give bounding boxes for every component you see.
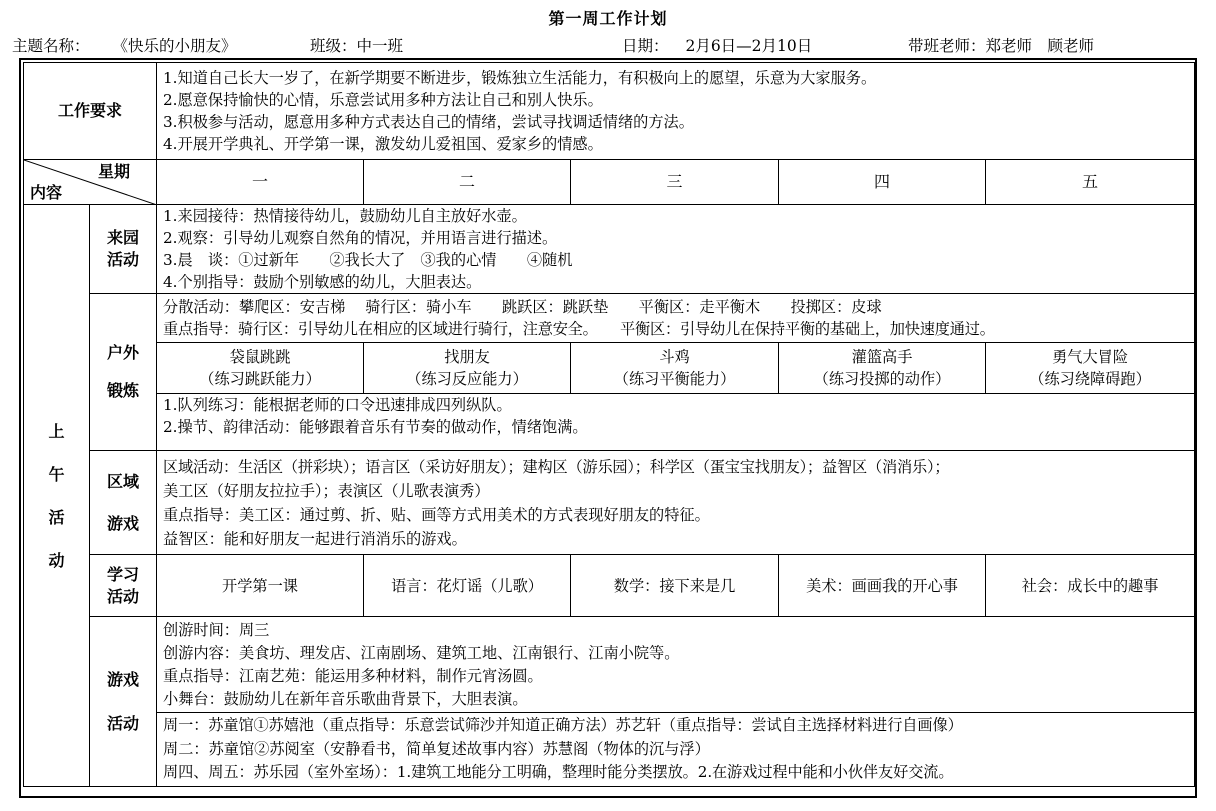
class-label: 班级： <box>310 37 357 55</box>
learning-label-line: 学习 <box>107 564 140 584</box>
learning-row <box>24 555 1195 617</box>
play-line: 小舞台：鼓励幼儿在新年音乐歌曲背景下，大胆表演。 <box>163 689 528 708</box>
area-line: 重点指导：美工区：通过剪、折、贴、画等方式用美术的方式表现好朋友的特征。 <box>163 505 710 524</box>
area-line: 区域活动：生活区（拼彩块）；语言区（采访好朋友）；建构区（游乐园）；科学区（蛋宝宝找朋友）；益智区（消消乐）； <box>163 457 950 476</box>
play-weekly-content <box>157 713 1195 787</box>
class-value: 中一班 <box>356 37 404 55</box>
weekday-axis-label: 星期 <box>98 162 131 181</box>
game-goal: （练习投掷的动作） <box>813 370 951 388</box>
morning-char: 动 <box>48 550 65 570</box>
arrival-label-line: 活动 <box>107 250 140 269</box>
play-line: 周一：苏童馆①苏嬉池（重点指导：乐意尝试筛沙并知道正确方法）苏艺轩（重点指导：尝试自主选择材料进行自画像） <box>163 716 963 735</box>
requirement-item: 4.开展开学典礼、开学第一课，激发幼儿爱祖国、爱家乡的情感。 <box>163 135 603 153</box>
day-monday: 一 <box>157 160 364 205</box>
play-creative-content <box>157 617 1195 713</box>
day-friday: 五 <box>986 160 1195 205</box>
day-tuesday: 二 <box>364 160 571 205</box>
outdoor-bottom-row <box>24 394 1195 451</box>
area-games-content <box>157 451 1195 555</box>
play-bottom-row <box>24 713 1195 787</box>
area-games-label <box>90 451 157 555</box>
content-axis-label: 内容 <box>30 183 63 202</box>
outdoor-drill-content <box>157 394 1195 451</box>
outdoor-label-line: 锻炼 <box>107 381 140 400</box>
teacher-value: 郑老师 顾老师 <box>985 37 1095 55</box>
game-name: 斗鸡 <box>659 348 690 366</box>
requirements-content <box>157 63 1195 160</box>
game-goal: （练习平衡能力） <box>613 370 736 388</box>
theme-label: 主题名称： <box>12 37 90 55</box>
arrival-row <box>24 205 1195 294</box>
outdoor-line: 1.队列练习：能根据老师的口令迅速排成四列纵队。 <box>163 396 512 414</box>
play-line: 创游内容：美食坊、理发店、江南剧场、建筑工地、江南银行、江南小院等。 <box>163 643 680 662</box>
day-thursday: 四 <box>779 160 986 205</box>
game-goal: （练习反应能力） <box>406 370 528 388</box>
outdoor-games-row <box>24 343 1195 394</box>
learning-wednesday: 数学：接下来是几 <box>571 555 779 617</box>
arrival-item: 4.个别指导：鼓励个别敏感的幼儿，大胆表达。 <box>163 273 482 291</box>
outdoor-line: 重点指导：骑行区：引导幼儿在相应的区域进行骑行，注意安全。 平衡区：引导幼儿在保持平衡的基础上，加快速度通过。 <box>163 320 995 338</box>
requirements-row <box>24 63 1195 160</box>
date-info <box>622 34 812 56</box>
morning-char: 午 <box>48 464 65 484</box>
class-info <box>310 34 403 56</box>
learning-label <box>90 555 157 617</box>
learning-thursday: 美术：画画我的开心事 <box>779 555 986 617</box>
arrival-label-line: 来园 <box>107 228 140 247</box>
game-name: 找朋友 <box>444 348 490 366</box>
outdoor-line: 分散活动：攀爬区：安吉梯 骑行区：骑小车 跳跃区：跳跃垫 平衡区：走平衡木 投掷区：皮球 <box>163 298 882 316</box>
outdoor-label <box>90 294 157 451</box>
area-label-line: 区域 <box>107 471 140 491</box>
play-line: 周四、周五：苏乐园（室外室场）：1.建筑工地能分工明确，整理时能分类摆放。2.在游戏过程中能和小伙伴友好交流。 <box>163 763 954 782</box>
learning-monday: 开学第一课 <box>157 555 364 617</box>
game-name: 袋鼠跳跳 <box>229 348 291 366</box>
day-wednesday: 三 <box>571 160 779 205</box>
diagonal-header-cell <box>24 160 157 205</box>
play-label-line: 活动 <box>107 713 140 733</box>
arrival-item: 3.晨 谈：①过新年 ②我长大了 ③我的心情 ④随机 <box>163 251 573 269</box>
outdoor-game-cell <box>157 343 364 394</box>
learning-label-line: 活动 <box>107 586 140 606</box>
learning-tuesday: 语言：花灯谣（儿歌） <box>364 555 571 617</box>
area-label-line: 游戏 <box>107 513 140 533</box>
outdoor-game-cell <box>986 343 1195 394</box>
work-plan-table <box>23 62 1195 787</box>
game-name: 灌篮高手 <box>851 348 913 366</box>
arrival-item: 1.来园接待：热情接待幼儿，鼓励幼儿自主放好水壶。 <box>163 207 527 225</box>
weekday-row <box>24 160 1195 205</box>
game-goal: （练习绕障碍跑） <box>1029 370 1151 388</box>
play-top-row <box>24 617 1195 713</box>
outdoor-scattered-content <box>157 294 1195 343</box>
learning-friday: 社会：成长中的趣事 <box>986 555 1195 617</box>
morning-char: 活 <box>48 507 65 527</box>
theme-value: 《快乐的小朋友》 <box>112 37 237 55</box>
play-line: 重点指导：江南艺苑：能运用多种材料，制作元宵汤圆。 <box>163 666 543 685</box>
teacher-label: 带班老师： <box>908 37 986 55</box>
play-line: 创游时间：周三 <box>163 620 270 639</box>
outdoor-top-row <box>24 294 1195 343</box>
page-title: 第一周工作计划 <box>548 9 668 28</box>
area-line: 美工区（好朋友拉拉手）；表演区（儿歌表演秀） <box>163 481 490 500</box>
date-label: 日期： <box>622 37 669 55</box>
game-name: 勇气大冒险 <box>1052 348 1128 366</box>
outdoor-label-line: 户外 <box>107 343 140 362</box>
outdoor-game-cell <box>364 343 571 394</box>
outdoor-game-cell <box>571 343 779 394</box>
area-games-row <box>24 451 1195 555</box>
theme-info <box>12 34 236 56</box>
play-line: 周二：苏童馆②苏阅室（安静看书，简单复述故事内容）苏慧阁（物体的沉与浮） <box>163 739 710 758</box>
area-line: 益智区：能和好朋友一起进行消消乐的游戏。 <box>163 529 467 548</box>
arrival-item: 2.观察：引导幼儿观察自然角的情况，并用语言进行描述。 <box>163 229 558 247</box>
requirement-item: 1.知道自己长大一岁了，在新学期要不断进步，锻炼独立生活能力，有积极向上的愿望，乐意为大家服务。 <box>163 69 877 87</box>
requirements-label: 工作要求 <box>24 63 157 160</box>
play-label-line: 游戏 <box>107 669 140 689</box>
requirement-item: 3.积极参与活动，愿意用多种方式表达自己的情绪，尝试寻找调适情绪的方法。 <box>163 113 694 131</box>
outdoor-line: 2.操节、韵律活动：能够跟着音乐有节奏的做动作，情绪饱满。 <box>163 418 588 436</box>
game-goal: （练习跳跃能力） <box>199 370 321 388</box>
requirement-item: 2.愿意保持愉快的心情，乐意尝试用多种方法让自己和别人快乐。 <box>163 91 603 109</box>
teacher-info <box>908 34 1094 56</box>
date-value: 2月6日—2月10日 <box>685 37 813 55</box>
outdoor-game-cell <box>779 343 986 394</box>
morning-char: 上 <box>48 421 65 441</box>
play-label <box>90 617 157 787</box>
arrival-content <box>157 205 1195 294</box>
arrival-label <box>90 205 157 294</box>
morning-activities-label <box>24 205 90 787</box>
